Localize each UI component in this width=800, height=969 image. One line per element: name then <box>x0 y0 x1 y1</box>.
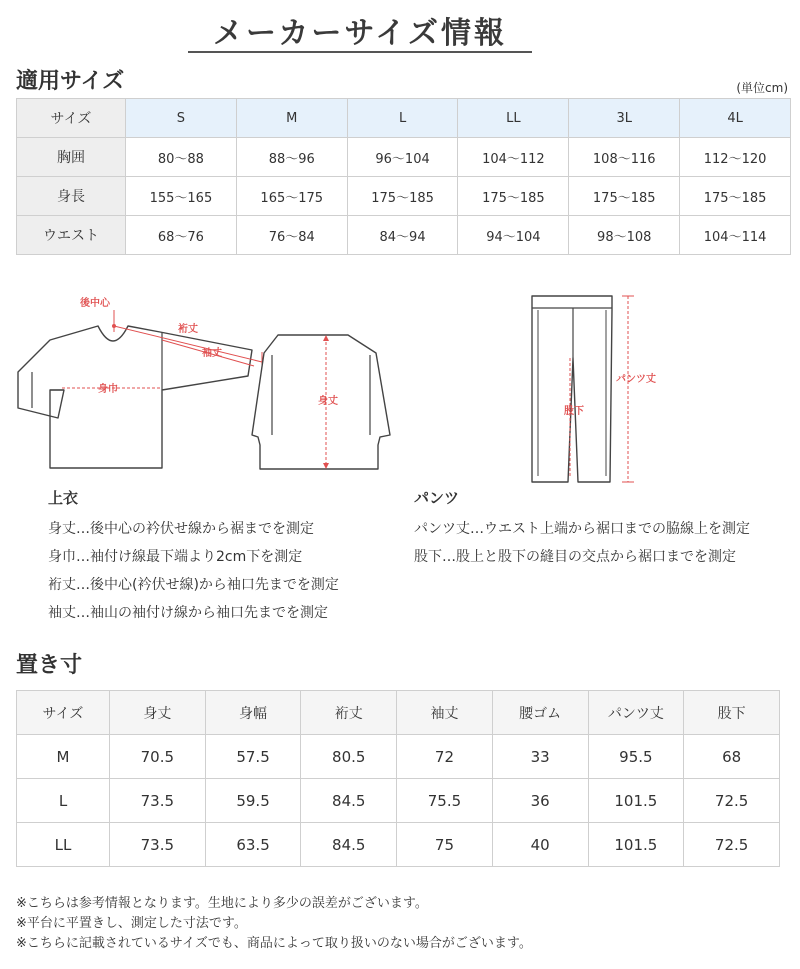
table-cell: 175〜185 <box>569 177 680 216</box>
table-row <box>17 177 791 216</box>
unit-note: (単位cm) <box>736 81 788 95</box>
pants-description-line: パンツ丈…ウエスト上端から裾口までの脇線上を測定 <box>414 521 750 537</box>
table-row <box>17 823 780 867</box>
size-col-4l: 4L <box>680 99 791 138</box>
table-cell: 104〜114 <box>680 216 791 255</box>
shirt-front-diagram <box>10 290 270 475</box>
measure-table <box>16 690 780 867</box>
note-line: ※平台に平置きし、測定した寸法です。 <box>16 916 247 931</box>
note-line: ※こちらに記載されているサイズでも、商品によって取り扱いのない場合がございます。 <box>16 936 532 951</box>
table-cell: 33 <box>492 735 588 779</box>
measure-col-header: 股下 <box>684 691 780 735</box>
table-cell: 40 <box>492 823 588 867</box>
pants-description-line: 股下…股上と股下の縫目の交点から裾口までを測定 <box>414 549 736 565</box>
size-col-3l: 3L <box>569 99 680 138</box>
title-underline <box>188 51 532 53</box>
table-cell: 73.5 <box>110 823 206 867</box>
table-cell: 104〜112 <box>458 138 569 177</box>
mitake-label: 身丈 <box>318 396 338 407</box>
measure-table-header-row <box>17 691 780 735</box>
table-cell: 98〜108 <box>569 216 680 255</box>
table-cell: 57.5 <box>205 735 301 779</box>
shirt-back-diagram <box>248 325 408 473</box>
table-cell: 155〜165 <box>126 177 237 216</box>
table-cell: 175〜185 <box>458 177 569 216</box>
inseam-label: 股下 <box>564 406 584 417</box>
table-row <box>17 216 791 255</box>
table-cell: 84.5 <box>301 823 397 867</box>
yukitake-label: 裄丈 <box>178 324 198 335</box>
table-cell: 75 <box>397 823 493 867</box>
measure-col-header: 裄丈 <box>301 691 397 735</box>
top-description-title: 上衣 <box>48 489 79 507</box>
size-table <box>16 98 791 255</box>
table-cell: 63.5 <box>205 823 301 867</box>
size-col-ll: LL <box>458 99 569 138</box>
measure-row-size: M <box>17 735 110 779</box>
top-description-line: 身巾…袖付け線最下端より2cm下を測定 <box>48 549 303 565</box>
back-center-label: 後中心 <box>80 298 110 309</box>
table-cell: 84.5 <box>301 779 397 823</box>
pants-description-title: パンツ <box>414 489 460 507</box>
table-cell: 59.5 <box>205 779 301 823</box>
note-line: ※こちらは参考情報となります。生地により多少の誤差がございます。 <box>16 896 428 911</box>
table-cell: 80.5 <box>301 735 397 779</box>
mihaba-label: 身巾 <box>98 384 118 395</box>
size-section-heading: 適用サイズ <box>16 69 125 94</box>
table-row <box>17 138 791 177</box>
table-cell: 165〜175 <box>236 177 347 216</box>
page-title: メーカーサイズ情報 <box>213 16 507 51</box>
measure-col-header: 腰ゴム <box>492 691 588 735</box>
table-cell: 80〜88 <box>126 138 237 177</box>
row-label-height: 身長 <box>17 177 126 216</box>
table-cell: 95.5 <box>588 735 684 779</box>
table-row <box>17 779 780 823</box>
measure-col-size: サイズ <box>17 691 110 735</box>
table-cell: 112〜120 <box>680 138 791 177</box>
table-cell: 36 <box>492 779 588 823</box>
size-col-m: M <box>236 99 347 138</box>
table-cell: 70.5 <box>110 735 206 779</box>
size-col-l: L <box>347 99 458 138</box>
table-cell: 68〜76 <box>126 216 237 255</box>
measure-row-size: L <box>17 779 110 823</box>
measure-col-header: パンツ丈 <box>588 691 684 735</box>
size-col-s: S <box>126 99 237 138</box>
top-description-line: 袖丈…袖山の袖付け線から袖口先までを測定 <box>48 605 328 621</box>
measure-col-header: 身幅 <box>205 691 301 735</box>
table-cell: 101.5 <box>588 823 684 867</box>
row-label-waist: ウエスト <box>17 216 126 255</box>
measure-row-size: LL <box>17 823 110 867</box>
table-cell: 84〜94 <box>347 216 458 255</box>
top-description-line: 身丈…後中心の衿伏せ線から裾までを測定 <box>48 521 314 537</box>
measure-section-heading: 置き寸 <box>16 653 83 678</box>
sodetake-label: 袖丈 <box>202 348 222 359</box>
table-cell: 72 <box>397 735 493 779</box>
table-cell: 68 <box>684 735 780 779</box>
table-cell: 72.5 <box>684 823 780 867</box>
pants-length-label: パンツ丈 <box>616 374 656 385</box>
size-table-header-row <box>17 99 791 138</box>
table-cell: 96〜104 <box>347 138 458 177</box>
measure-col-header: 袖丈 <box>397 691 493 735</box>
size-header-label: サイズ <box>17 99 126 138</box>
table-cell: 175〜185 <box>347 177 458 216</box>
row-label-chest: 胸囲 <box>17 138 126 177</box>
pants-diagram <box>518 286 668 486</box>
table-cell: 108〜116 <box>569 138 680 177</box>
table-cell: 175〜185 <box>680 177 791 216</box>
table-cell: 75.5 <box>397 779 493 823</box>
measure-col-header: 身丈 <box>110 691 206 735</box>
table-cell: 94〜104 <box>458 216 569 255</box>
table-cell: 73.5 <box>110 779 206 823</box>
table-cell: 101.5 <box>588 779 684 823</box>
table-cell: 88〜96 <box>236 138 347 177</box>
table-cell: 72.5 <box>684 779 780 823</box>
table-row <box>17 735 780 779</box>
table-cell: 76〜84 <box>236 216 347 255</box>
top-description-line: 裄丈…後中心(衿伏せ線)から袖口先までを測定 <box>48 577 339 593</box>
